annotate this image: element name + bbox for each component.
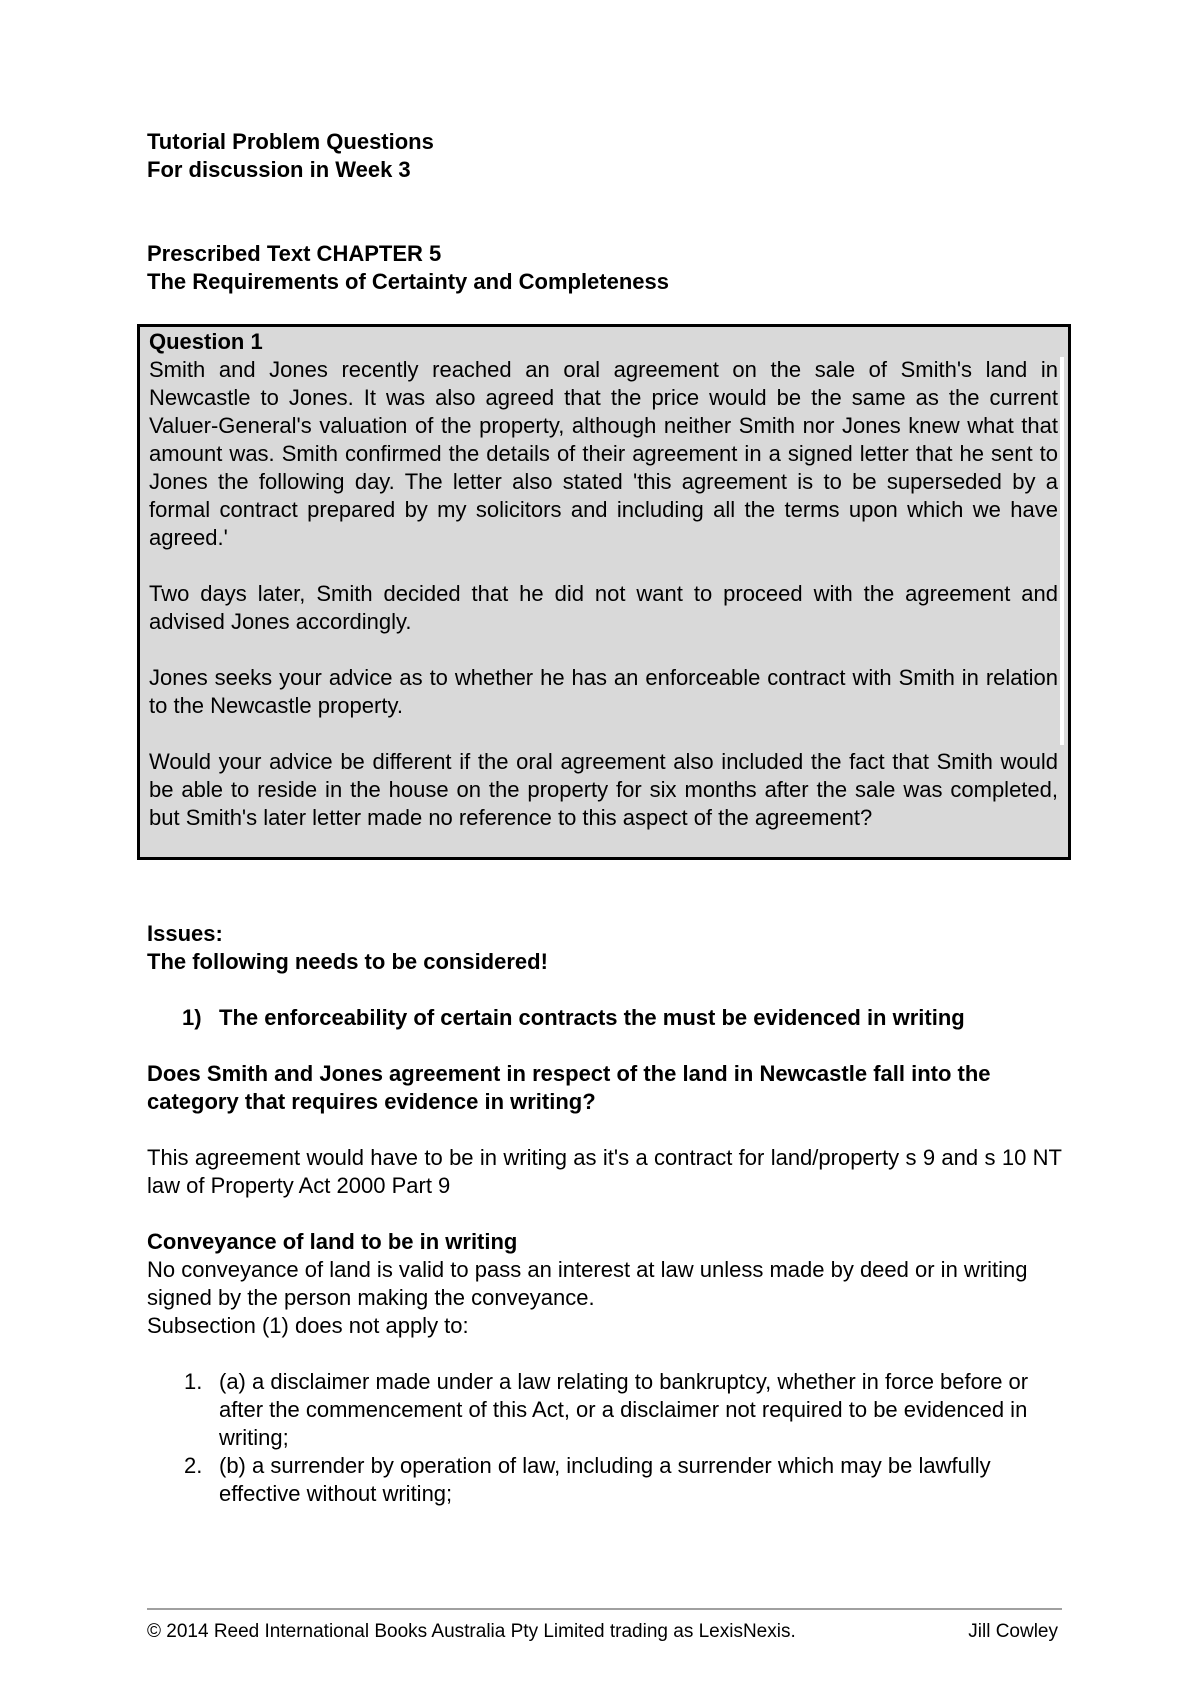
list-item-number: 1. — [184, 1369, 203, 1394]
list-item — [147, 1368, 1062, 1452]
list-item-text: (b) a surrender by operation of law, including a surrender which may be lawfully effective without writing; — [219, 1453, 991, 1506]
issues-section — [147, 920, 1062, 1508]
box-edge-highlight — [1060, 357, 1064, 745]
question-paragraph: Smith and Jones recently reached an oral agreement on the sale of Smith's land in Newcastle to Jones. It was also agreed that the price would be the same as the current Valuer-General's valuation of the property, although neither Smith nor Jones knew what that amount was. Smith confirmed the details of their agreement in a signed letter that he sent to Jones the following day. The letter also stated 'this agreement is to be superseded by a formal contract prepared by my solicitors and including all the terms upon which we have agreed.' — [149, 357, 1058, 550]
list-item-text: (a) a disclaimer made under a law relating to bankruptcy, whether in force before or after the commencement of this Act, or a disclaimer not required to be evidenced in writing; — [219, 1369, 1029, 1450]
subsection-text: Subsection (1) does not apply to: — [147, 1313, 469, 1338]
tutorial-week: For discussion in Week 3 — [147, 157, 411, 182]
issues-subtitle: The following needs to be considered! — [147, 949, 548, 974]
tutorial-title: Tutorial Problem Questions — [147, 129, 434, 154]
copyright-notice: © 2014 Reed International Books Australia Pty Limited trading as LexisNexis. — [147, 1621, 796, 1642]
question-paragraph: Would your advice be different if the oral agreement also included the fact that Smith would be able to reside in the house on the property for six months after the sale was completed, but Smith's later letter made no reference to this aspect of the agreement? — [149, 749, 1058, 830]
question-title: Question 1 — [149, 329, 263, 354]
document-header — [147, 128, 1062, 296]
question-box — [137, 324, 1071, 860]
list-item-number: 2. — [184, 1453, 203, 1478]
issue-answer: This agreement would have to be in writing as it's a contract for land/property s 9 and s 10 NT law of Property Act 2000 Part 9 — [147, 1145, 1062, 1198]
issue-question: Does Smith and Jones agreement in respect of the land in Newcastle fall into the category that requires evidence in writing? — [147, 1061, 991, 1114]
chapter-title: The Requirements of Certainty and Completeness — [147, 269, 669, 294]
exceptions-list — [147, 1368, 1062, 1508]
question-paragraph: Two days later, Smith decided that he did not want to proceed with the agreement and advised Jones accordingly. — [149, 581, 1058, 634]
prescribed-text: Prescribed Text CHAPTER 5 — [147, 241, 442, 266]
question-paragraph: Jones seeks your advice as to whether he has an enforceable contract with Smith in relation to the Newcastle property. — [149, 665, 1058, 718]
issue-point — [182, 1004, 1062, 1032]
issue-point-number: 1) — [182, 1005, 202, 1030]
page-footer — [147, 1608, 1062, 1644]
author-name: Jill Cowley — [968, 1621, 1058, 1642]
conveyance-text: No conveyance of land is valid to pass an interest at law unless made by deed or in writing signed by the person making the conveyance. — [147, 1257, 1028, 1310]
issues-label: Issues: — [147, 921, 223, 946]
conveyance-heading: Conveyance of land to be in writing — [147, 1229, 518, 1254]
list-item — [147, 1452, 1062, 1508]
issue-point-text: The enforceability of certain contracts the must be evidenced in writing — [219, 1005, 965, 1030]
